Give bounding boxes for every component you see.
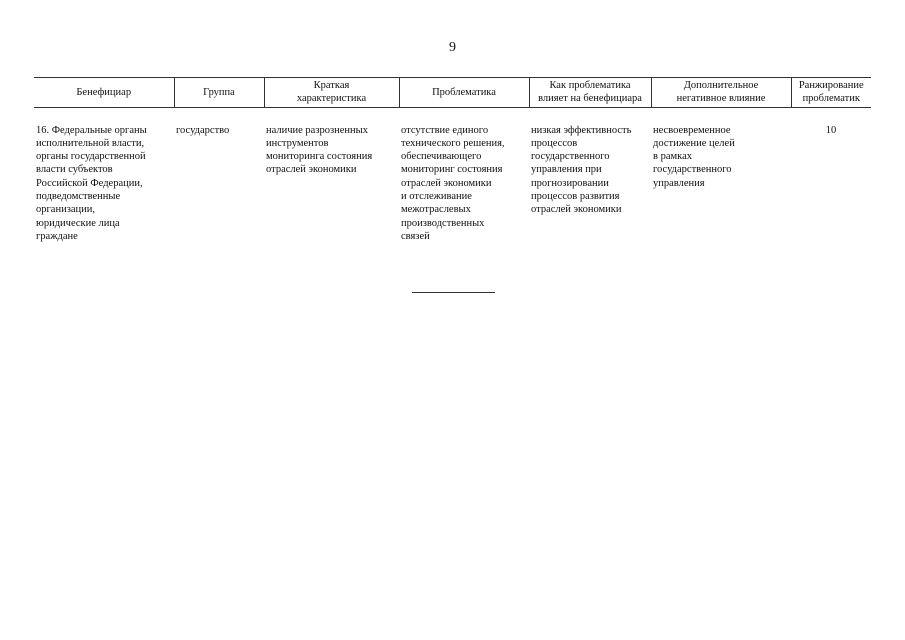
- header-impact: Как проблематика влияет на бенефициара: [529, 78, 651, 108]
- table-row: [34, 107, 871, 243]
- cell-impact: низкая эффективность процессов государственного управления при прогнозировании процессов развития отраслей экономики: [531, 124, 632, 216]
- page-number: 9: [449, 40, 456, 55]
- cell-problem: отсутствие единого технического решения, обеспечивающего мониторинг состояния отраслей экономики и отслеживание межотраслевых производственных связей: [401, 124, 505, 242]
- end-divider-line: [412, 292, 495, 293]
- problem-table: [34, 77, 871, 243]
- cell-negative-impact: несвоевременное достижение целей в рамках государственного управления: [653, 124, 735, 189]
- header-negative-impact: Дополнительное негативное влияние: [651, 78, 791, 108]
- header-problem: Проблематика: [399, 78, 529, 108]
- header-description: Краткая характеристика: [264, 78, 399, 108]
- header-beneficiary: Бенефициар: [34, 78, 174, 108]
- cell-description: наличие разрозненных инструментов мониторинга состояния отраслей экономики: [266, 124, 373, 176]
- table-header-row: [34, 78, 871, 108]
- header-ranking: Ранжирование проблематик: [791, 78, 871, 108]
- header-group: Группа: [174, 78, 264, 108]
- cell-ranking: 10: [825, 124, 837, 136]
- cell-group: государство: [176, 124, 230, 136]
- cell-beneficiary: 16. Федеральные органы исполнительной власти, органы государственной власти субъектов Российской Федерации, подведомственные организации, юридические лица граждане: [36, 124, 147, 242]
